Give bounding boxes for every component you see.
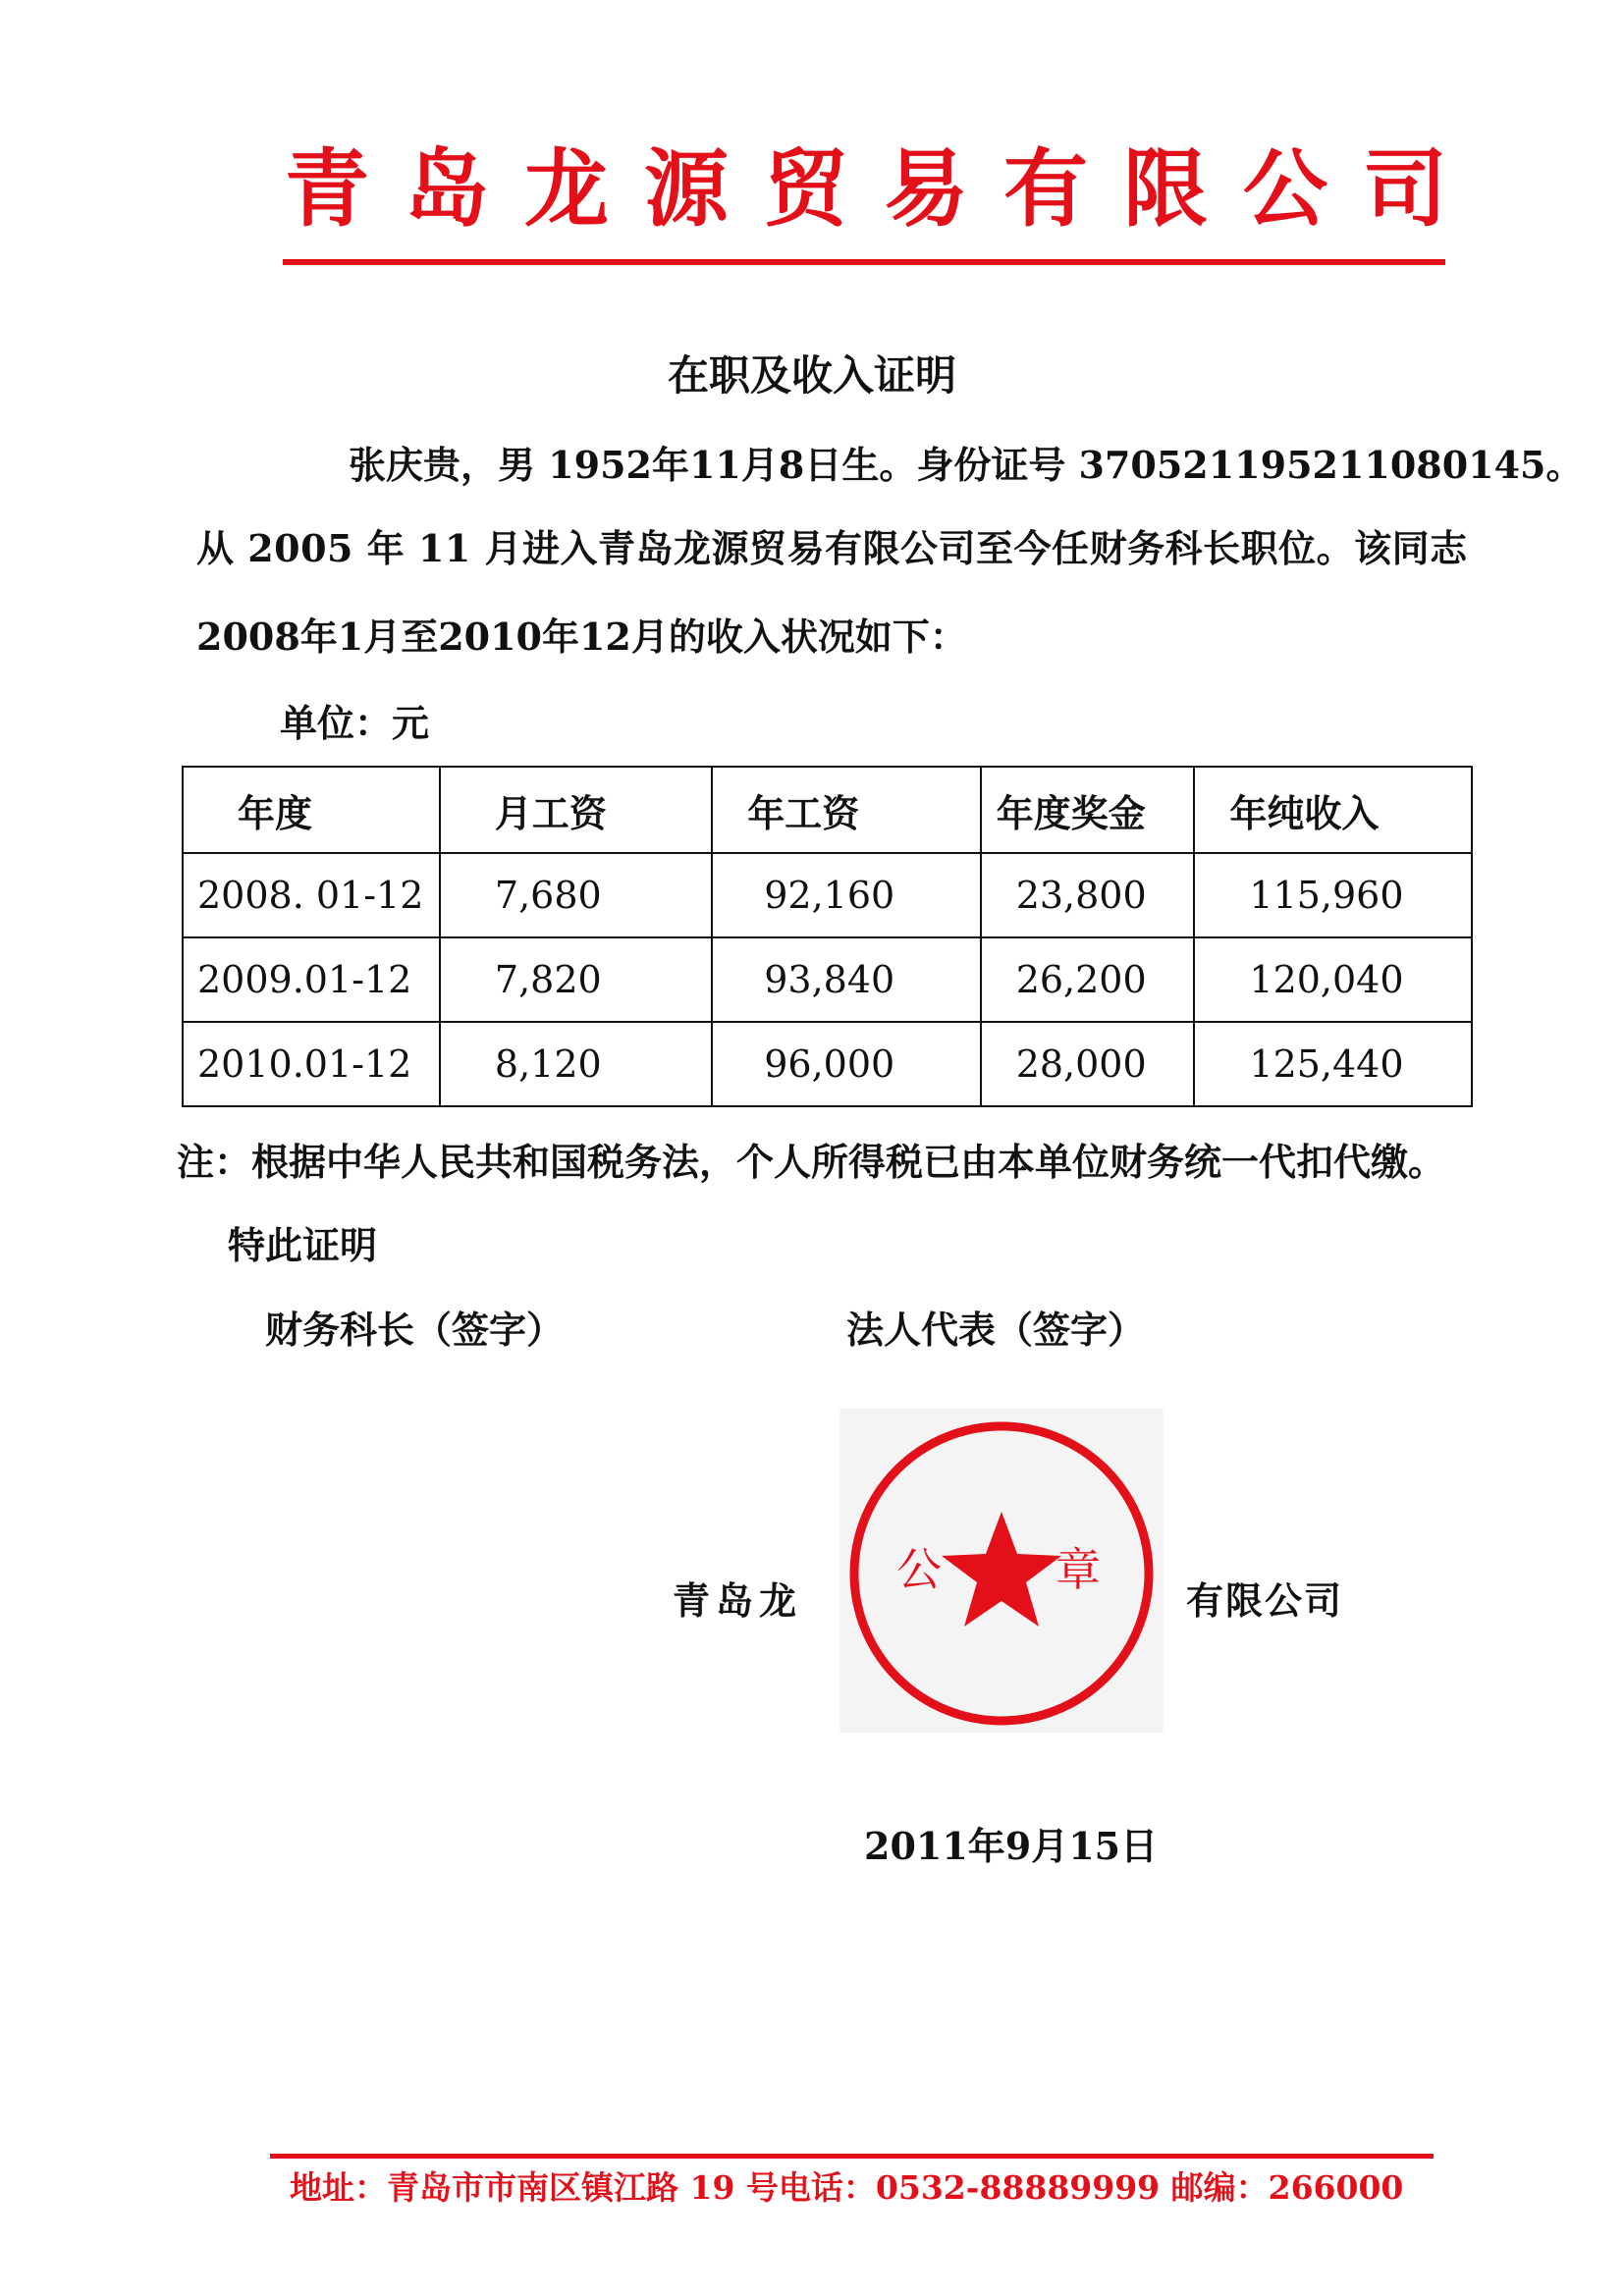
table-cell: 93,840 <box>712 937 980 1022</box>
column-header: 年度奖金 <box>981 767 1195 853</box>
table-cell: 23,800 <box>981 853 1195 937</box>
table-cell: 120,040 <box>1194 937 1472 1022</box>
table-row <box>183 1022 1472 1106</box>
table-cell: 2008. 01-12 <box>183 853 440 937</box>
certify-statement: 特此证明 <box>228 1223 378 1267</box>
table-cell: 2009.01-12 <box>183 937 440 1022</box>
table-row <box>183 937 1472 1022</box>
footer-address: 地址：青岛市市南区镇江路 19 号电话：0532-88889999 邮编：266000 <box>290 2168 1404 2207</box>
issue-date: 2011年9月15日 <box>864 1824 1159 1868</box>
table-cell: 92,160 <box>712 853 980 937</box>
document-title: 在职及收入证明 <box>667 351 956 400</box>
unit-label: 单位：元 <box>280 701 430 745</box>
seal-company-suffix: 有限公司 <box>1186 1578 1344 1623</box>
paragraph-line-3: 2008年1月至2010年12月的收入状况如下： <box>196 614 967 659</box>
footer-divider <box>270 2154 1434 2159</box>
table-cell: 115,960 <box>1194 853 1472 937</box>
table-cell: 26,200 <box>981 937 1195 1022</box>
seal-star <box>942 1512 1061 1627</box>
company-name: 青岛龙源贸易有限公司 <box>285 139 1483 239</box>
table-cell: 7,680 <box>440 853 712 937</box>
seal-char-left: 公 <box>896 1543 942 1596</box>
table-cell: 28,000 <box>981 1022 1195 1106</box>
table-cell: 8,120 <box>440 1022 712 1106</box>
column-header: 年工资 <box>712 767 980 853</box>
seal-company-prefix: 青岛龙 <box>673 1578 803 1623</box>
table-cell: 2010.01-12 <box>183 1022 440 1106</box>
column-header: 年纯收入 <box>1194 767 1472 853</box>
finance-chief-signature-label: 财务科长（签字） <box>265 1308 565 1352</box>
company-seal <box>839 1409 1164 1733</box>
seal-icon <box>839 1409 1164 1733</box>
table-cell: 7,820 <box>440 937 712 1022</box>
table-header-row <box>183 767 1472 853</box>
legal-rep-signature-label: 法人代表（签字） <box>846 1308 1146 1352</box>
header-divider <box>283 259 1445 265</box>
column-header: 年度 <box>183 767 440 853</box>
table-row <box>183 853 1472 937</box>
paragraph-line-1: 张庆贵，男 1952年11月8日生。身份证号 370521195211080145。 <box>349 443 1584 487</box>
paragraph-line-2: 从 2005 年 11 月进入青岛龙源贸易有限公司至今任财务科长职位。该同志 <box>196 526 1468 570</box>
income-table <box>182 766 1473 1107</box>
seal-char-right: 章 <box>1056 1543 1101 1596</box>
column-header: 月工资 <box>440 767 712 853</box>
table-cell: 96,000 <box>712 1022 980 1106</box>
tax-note: 注：根据中华人民共和国税务法，个人所得税已由本单位财务统一代扣代缴。 <box>177 1140 1446 1184</box>
table-cell: 125,440 <box>1194 1022 1472 1106</box>
